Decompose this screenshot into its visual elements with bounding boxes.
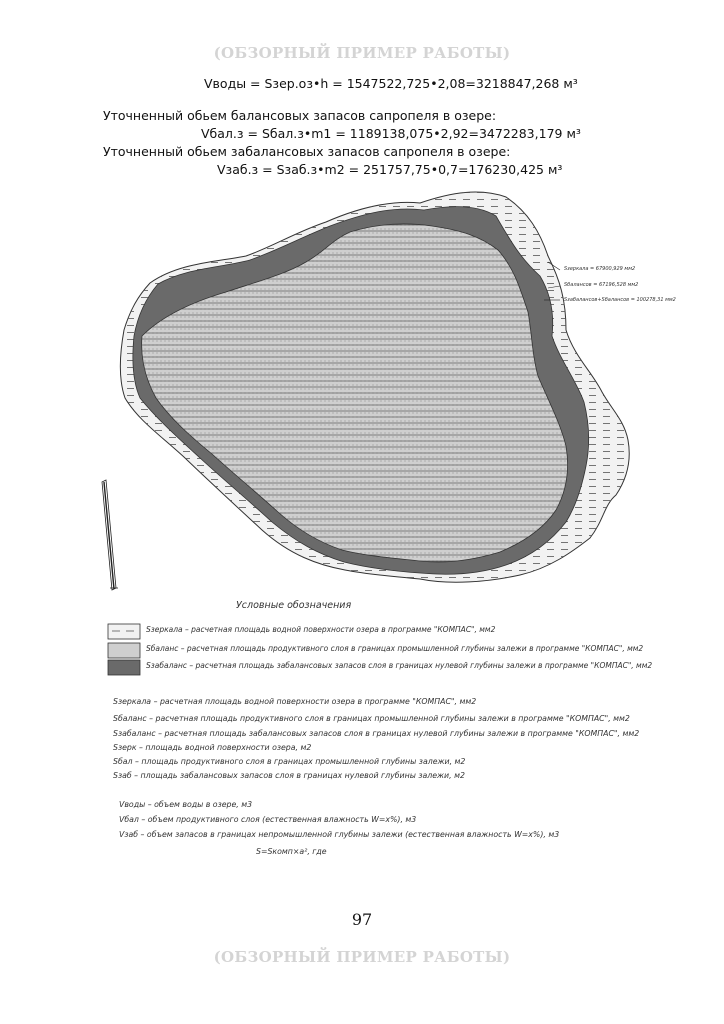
map-label-balance-area: Sбалансов = 67196,528 мм2	[564, 282, 639, 288]
volume-line: S=Sкомп×а², где	[256, 847, 327, 856]
map-label-water-area: Sзеркала = 67900,929 мм2	[564, 266, 636, 272]
note-line: Sзаб – площадь забалансовых запасов слоя в границах нулевой глубины залежи, м2	[113, 771, 465, 780]
volume-line: Vводы – объем воды в озере, м3	[119, 800, 253, 809]
formula-v-water: Vводы = Sзер.оз•h = 1547522,725•2,08=3218847,268 м³	[204, 76, 578, 91]
note-line: Sзабаланс – расчетная площадь забалансовых запасов слоя в границах нулевой глубины залежи в программе "КОМПАС", мм2	[113, 729, 640, 738]
formula-v-balance: Vбал.з = Sбал.з•m1 = 1189138,075•2,92=3472283,179 м³	[201, 126, 581, 141]
legend-item-balance: Sбаланс – расчетная площадь продуктивного слоя в границах промышленной глубины залежи в программе "КОМПАС", мм2	[146, 644, 644, 653]
legend-swatch-balance	[108, 643, 140, 658]
legend-swatch-water	[108, 624, 140, 639]
map-label-total-area: Sзабалансов+Sбалансов = 100278,31 мм2	[564, 297, 676, 303]
caption-balance-volume: Уточненный обьем балансовых запасов сапропеля в озере:	[103, 108, 497, 123]
caption-offbalance-volume: Уточненный обьем забалансовых запасов сапропеля в озере:	[103, 144, 511, 159]
formula-v-offbalance: Vзаб.з = Sзаб.з•m2 = 251757,75•0,7=176230,425 м³	[217, 162, 563, 177]
page-number: 97	[351, 910, 373, 929]
volume-line: Vзаб – объем запасов в границах непромышленной глубины залежи (естественная влажность W=x%), м3	[119, 830, 560, 839]
note-line: Sзеркала – расчетная площадь водной поверхности озера в программе "КОМПАС", мм2	[113, 697, 477, 706]
note-line: Sзерк – площадь водной поверхности озера, м2	[113, 743, 312, 752]
scale-bar	[102, 480, 118, 590]
legend-swatch-offbalance	[108, 660, 140, 675]
legend-item-water: Sзеркала – расчетная площадь водной поверхности озера в программе "КОМПАС", мм2	[146, 625, 496, 634]
legend-title: Условные обозначения	[236, 600, 352, 611]
watermark-bottom: (ОБЗОРНЫЙ ПРИМЕР РАБОТЫ)	[213, 948, 511, 966]
watermark-top: (ОБЗОРНЫЙ ПРИМЕР РАБОТЫ)	[213, 44, 511, 62]
note-line: Sбаланс – расчетная площадь продуктивного слоя в границах промышленной глубины залежи в программе "КОМПАС", мм2	[113, 714, 630, 723]
volume-line: Vбал – объем продуктивного слоя (естественная влажность W=x%), м3	[119, 815, 417, 824]
note-line: Sбал – площадь продуктивного слоя в границах промышленной глубины залежи, м2	[113, 757, 466, 766]
legend-item-offbalance: Sзабаланс – расчетная площадь забалансовых запасов слоя в границах нулевой глубины залежи в программе "КОМПАС", мм2	[146, 661, 653, 670]
